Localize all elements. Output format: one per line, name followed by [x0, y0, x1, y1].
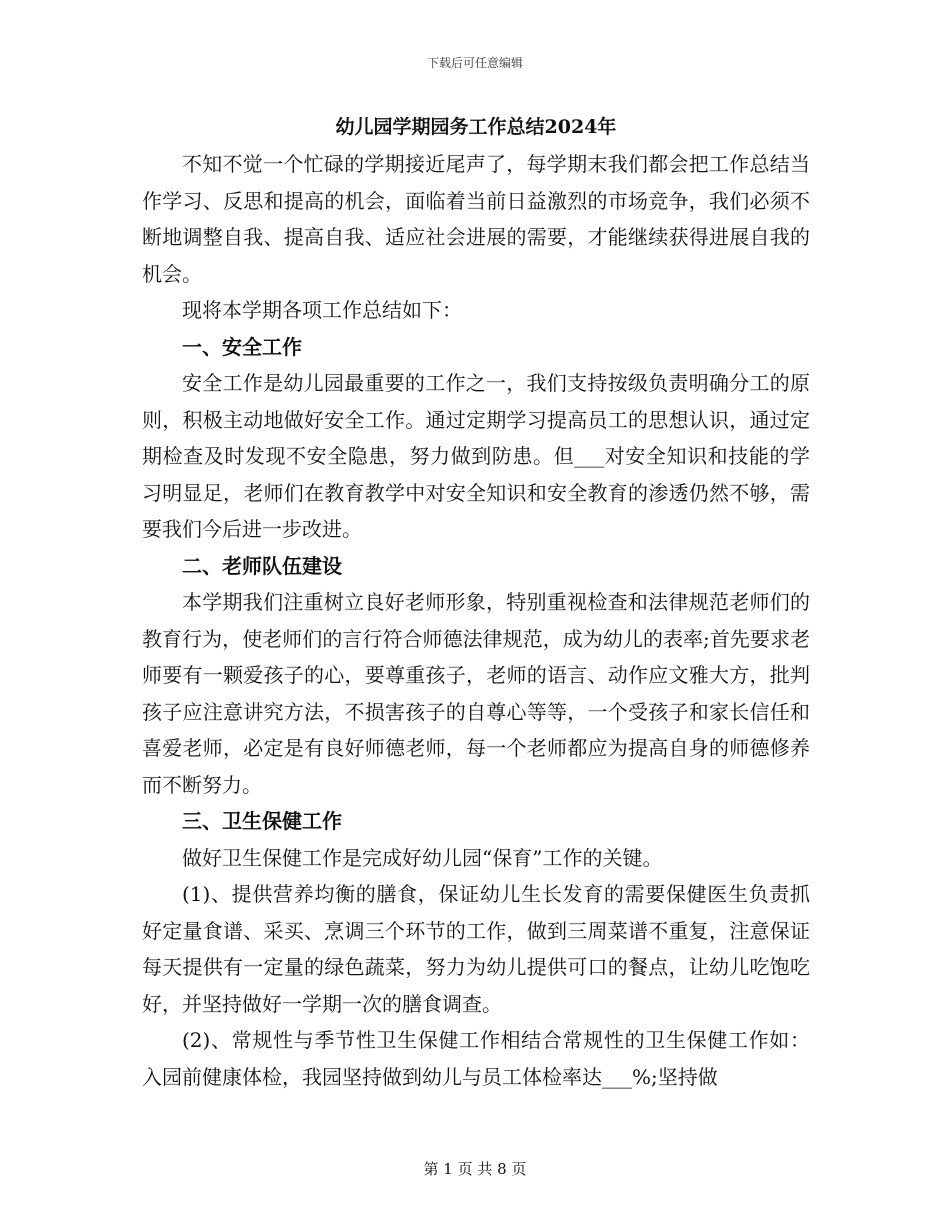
- health-item-1-paragraph: (1)、提供营养均衡的膳食，保证幼儿生长发育的需要保健医生负责抓好定量食谱、采买、烹调三个环节的工作，做到三周菜谱不重复，注意保证每天提供有一定量的绿色蔬菜，努力为幼儿提供可口的餐点，让幼儿吃饱吃好，并坚持做好一学期一次的膳食调查。: [142, 882, 810, 1016]
- intro-paragraph: 不知不觉一个忙碌的学期接近尾声了，每学期末我们都会把工作总结当作学习、反思和提高的机会，面临着当前日益激烈的市场竞争，我们必须不断地调整自我、提高自我、适应社会进展的需要，才能继续获得进展自我的机会。: [142, 152, 810, 286]
- summary-lead-paragraph: 现将本学期各项工作总结如下：: [182, 298, 462, 322]
- section-heading-health: 三、卫生保健工作: [182, 809, 342, 833]
- safety-paragraph: 安全工作是幼儿园最重要的工作之一，我们支持按级负责明确分工的原则，积极主动地做好安全工作。通过定期学习提高员工的思想认识，通过定期检查及时发现不安全隐患，努力做到防患。但___对安全知识和技能的学习明显足，老师们在教育教学中对安全知识和安全教育的渗透仍然不够，需要我们今后进一步改进。: [142, 371, 810, 541]
- document-title: 幼儿园学期园务工作总结2024年: [335, 116, 617, 138]
- section-heading-teachers: 二、老师队伍建设: [182, 553, 342, 578]
- header-note: 下载后可任意编辑: [426, 56, 523, 70]
- teachers-paragraph: 本学期我们注重树立良好老师形象，特别重视检查和法律规范老师们的教育行为，使老师们的言行符合师德法律规范，成为幼儿的表率;首先要求老师要有一颗爱孩子的心，要尊重孩子，老师的语言、动作应文雅大方，批判孩子应注意讲究方法，不损害孩子的自尊心等等，一个受孩子和家长信任和喜爱老师，必定是有良好师德老师，每一个老师都应为提高自身的师德修养而不断努力。: [142, 590, 810, 797]
- page-footer: 第 1 页 共 8 页: [423, 1160, 527, 1178]
- document-body: [142, 112, 810, 1095]
- health-lead-paragraph: 做好卫生保健工作是完成好幼儿园“保育”工作的关键。: [182, 845, 663, 870]
- section-heading-safety: 一、安全工作: [182, 334, 302, 359]
- health-item-2-paragraph: (2)、常规性与季节性卫生保健工作相结合常规性的卫生保健工作如：入园前健康体检，我园坚持做到幼儿与员工体检率达___%;坚持做: [142, 1028, 810, 1089]
